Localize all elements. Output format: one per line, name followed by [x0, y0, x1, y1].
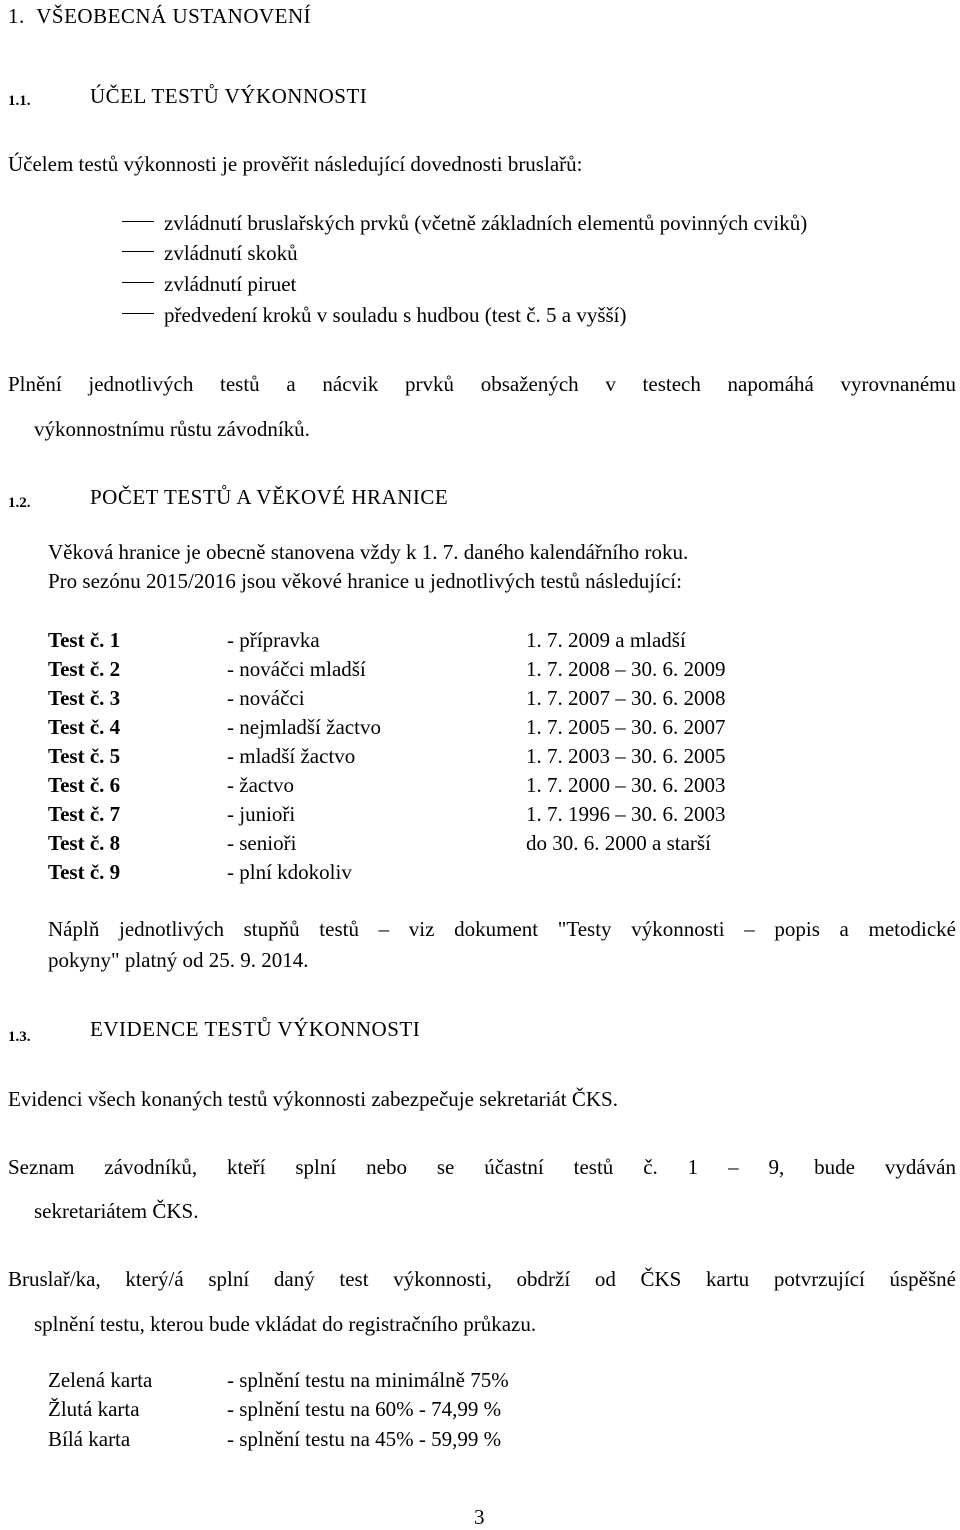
card-paragraph-line: splnění testu, kterou bude vkládat do registračního průkazu. [34, 1312, 537, 1336]
season-text: Pro sezónu 2015/2016 jsou věkové hranice u jednotlivých testů následující: [48, 569, 682, 593]
table-row: Test č. 9 - plní kdokoliv [48, 860, 352, 884]
heading-1 [8, 4, 311, 29]
heading-1-title: VŠEOBECNÁ USTANOVENÍ [36, 4, 312, 28]
dash-bullet-icon [122, 313, 154, 314]
card-paragraph-line: Bruslař/ka, který/á splní daný test výkonnosti, obdrží od ČKS kartu potvrzující úspěšné [8, 1267, 956, 1291]
napln-line: Náplň jednotlivých stupňů testů – viz dokument "Testy výkonnosti – popis a metodické [48, 917, 956, 941]
section-1-1-heading [8, 86, 31, 111]
list-paragraph-line: Seznam závodníků, kteří splní nebo se účastní testů č. 1 – 9, bude vydáván [8, 1155, 956, 1179]
table-row: Test č. 1 - přípravka 1. 7. 2009 a mladší [48, 628, 686, 652]
heading-1-number: 1. [8, 4, 25, 28]
section-1-3-heading [8, 1022, 31, 1047]
table-row: Test č. 6 - žactvo 1. 7. 2000 – 30. 6. 2003 [48, 773, 726, 797]
table-row: Test č. 5 - mladší žactvo 1. 7. 2003 – 30. 6. 2005 [48, 744, 726, 768]
table-row: Test č. 3 - nováčci 1. 7. 2007 – 30. 6. 2008 [48, 686, 726, 710]
list-paragraph-line: sekretariátem ČKS. [34, 1199, 199, 1223]
section-1-1-intro: Účelem testů výkonnosti je prověřit následující dovednosti bruslařů: [8, 152, 583, 176]
table-row: Test č. 8 - senioři do 30. 6. 2000 a starší [48, 831, 711, 855]
section-1-3-title: EVIDENCE TESTŮ VÝKONNOSTI [90, 1017, 421, 1041]
dash-bullet-icon [122, 221, 154, 222]
section-number: 1.1. [8, 93, 31, 109]
napln-line: pokyny" platný od 25. 9. 2014. [48, 948, 309, 972]
section-number: 1.3. [8, 1029, 31, 1045]
page-number: 3 [474, 1505, 485, 1529]
table-row: Test č. 2 - nováčci mladší 1. 7. 2008 – 30. 6. 2009 [48, 657, 726, 681]
evidence-paragraph: Evidenci všech konaných testů výkonnosti zabezpečuje sekretariát ČKS. [8, 1087, 618, 1111]
section-number: 1.2. [8, 495, 31, 511]
section-1-2-heading [8, 488, 31, 513]
paragraph-line: Plnění jednotlivých testů a nácvik prvků obsažených v testech napomáhá vyrovnanému [8, 372, 956, 396]
paragraph-line: výkonnostnímu růstu závodníků. [34, 417, 310, 441]
section-1-2-title: POČET TESTŮ A VĚKOVÉ HRANICE [90, 485, 449, 509]
section-1-1-title: ÚČEL TESTŮ VÝKONNOSTI [90, 84, 368, 108]
table-row: Test č. 7 - junioři 1. 7. 1996 – 30. 6. 2003 [48, 802, 726, 826]
age-limit-text: Věková hranice je obecně stanovena vždy k 1. 7. daného kalendářního roku. [48, 540, 689, 564]
dash-bullet-icon [122, 251, 154, 252]
table-row: Test č. 4 - nejmladší žactvo 1. 7. 2005 – 30. 6. 2007 [48, 715, 726, 739]
dash-bullet-icon [122, 282, 154, 283]
